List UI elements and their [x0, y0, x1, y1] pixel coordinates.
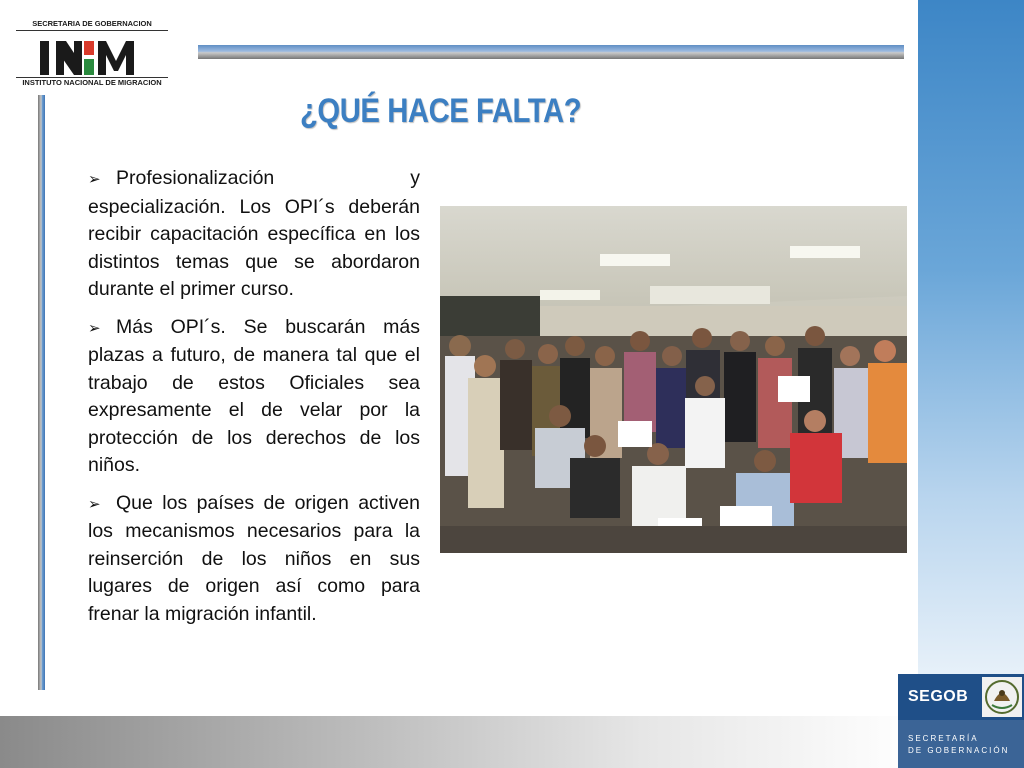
- logo-bottom-text: INSTITUTO NACIONAL DE MIGRACION: [22, 78, 162, 87]
- bullet-text: Más OPI´s. Se buscarán más plazas a futuro, de manera tal que el trabajo de estos Oficiales sea expresamente el de velar por la protección de los derechos de los niños.: [88, 315, 420, 476]
- top-decorative-rule: [198, 45, 904, 59]
- segob-subtitle-line1: SECRETARÍA: [908, 734, 979, 743]
- slide-title: ¿QUÉ HACE FALTA?: [300, 92, 582, 130]
- segob-subtitle-line2: DE GOBERNACIÓN: [908, 746, 1010, 755]
- logo-divider-top: [16, 30, 168, 31]
- arrow-bullet-icon: ➢: [88, 171, 101, 188]
- inm-logo: [16, 16, 168, 88]
- logo-top-text: SECRETARIA DE GOBERNACION: [32, 19, 152, 28]
- arrow-bullet-icon: ➢: [88, 495, 101, 513]
- inm-mark-icon: [38, 35, 148, 81]
- bullet-list: [88, 165, 420, 638]
- bullet-text: Profesionalización y especialización. Los OPI´s deberán recibir capacitación específica en los distintos temas que se abordaron durante el primer curso.: [88, 167, 420, 300]
- mexico-seal-icon: [982, 677, 1022, 717]
- bullet-text: Que los países de origen activen los mecanismos necesarios para la reinserción de los niños en sus lugares de origen así como para frenar la migración infantil.: [88, 491, 420, 625]
- bullet-item: [88, 165, 420, 304]
- arrow-bullet-icon: ➢: [88, 319, 101, 337]
- group-photo-image: [440, 206, 907, 553]
- left-decorative-rule: [38, 95, 45, 690]
- bottom-decorative-bar: [0, 716, 918, 768]
- bullet-item: [88, 490, 420, 629]
- right-decorative-panel: [918, 0, 1024, 768]
- group-photo: [440, 206, 907, 553]
- segob-name: SEGOB: [908, 688, 969, 705]
- bullet-item: [88, 314, 420, 480]
- segob-logo: [898, 674, 1024, 768]
